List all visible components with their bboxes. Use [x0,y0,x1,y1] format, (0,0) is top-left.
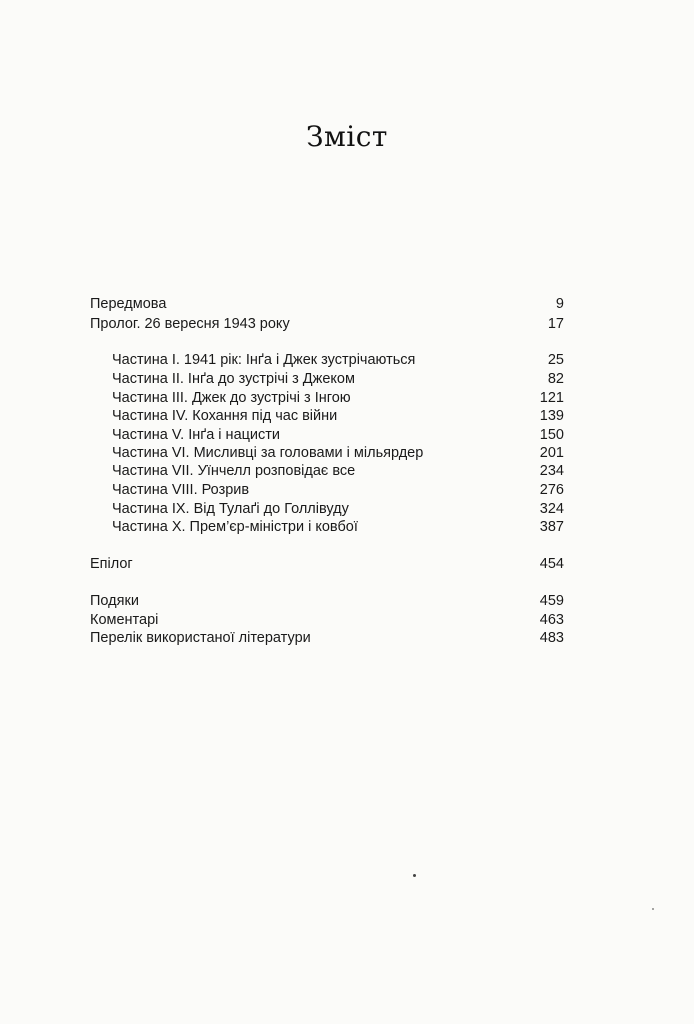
toc-entry-page: 201 [539,445,564,461]
toc-entry-label: Частина VII. Уїнчелл розповідає все [112,463,356,479]
toc-entry-label: Передмова [90,296,167,312]
toc-entry-page: 150 [539,427,564,443]
toc-entry [90,554,564,574]
toc-entry-label: Частина II. Інґа до зустрічі з Джеком [112,371,355,387]
toc-entry-page: 387 [539,519,564,535]
toc-entry [112,350,564,370]
toc-entry-label: Пролог. 26 вересня 1943 року [90,316,290,332]
toc-entry [112,369,564,389]
toc-entry-label: Подяки [90,593,139,609]
toc-entry [112,443,564,463]
toc-entry [112,480,564,500]
toc-entry-page: 324 [539,501,564,517]
page-title: Зміст [306,120,388,153]
toc-entry-label: Коментарі [90,612,159,628]
toc-entry-page: 139 [539,408,564,424]
toc-entry [90,314,564,334]
toc-entry-label: Частина VIII. Розрив [112,482,250,498]
toc-entry [112,388,564,408]
toc-entry-page: 454 [539,556,564,572]
toc-entry-page: 276 [539,482,564,498]
toc-entry-page: 483 [539,630,564,646]
toc-entry-page: 463 [539,612,564,628]
toc-entry-label: Частина X. Прем’єр-міністри і ковбої [112,519,358,535]
toc-entry [112,461,564,481]
toc-entry-label: Частина VI. Мисливці за головами і мільярдер [112,445,424,461]
toc-entry-label: Перелік використаної літератури [90,630,311,646]
toc-entry-page: 459 [539,593,564,609]
toc-entry-label: Частина IV. Кохання під час війни [112,408,338,424]
toc-entry [90,610,564,630]
toc-entry [112,406,564,426]
toc-entry [90,591,564,611]
toc-entry-label: Частина V. Інґа і нацисти [112,427,281,443]
toc-entry [90,294,564,314]
toc-entry-label: Частина I. 1941 рік: Інґа і Джек зустрічаються [112,352,416,368]
toc-entry [112,425,564,445]
toc-entry-label: Епілог [90,556,133,572]
paper-speck [413,874,416,877]
toc-entry-label: Частина IX. Від Тулаґі до Голлівуду [112,501,349,517]
toc-entry-page: 234 [539,463,564,479]
toc-entry-page: 82 [547,371,564,387]
toc-entry-page: 9 [555,296,564,312]
toc-entry [112,499,564,519]
paper-speck [652,908,654,910]
toc-entry-page: 121 [539,390,564,406]
toc-entry-page: 25 [547,352,564,368]
toc-entry [112,517,564,537]
toc-entry-label: Частина III. Джек до зустрічі з Інгою [112,390,351,406]
toc-entry [90,628,564,648]
toc-entry-page: 17 [547,316,564,332]
